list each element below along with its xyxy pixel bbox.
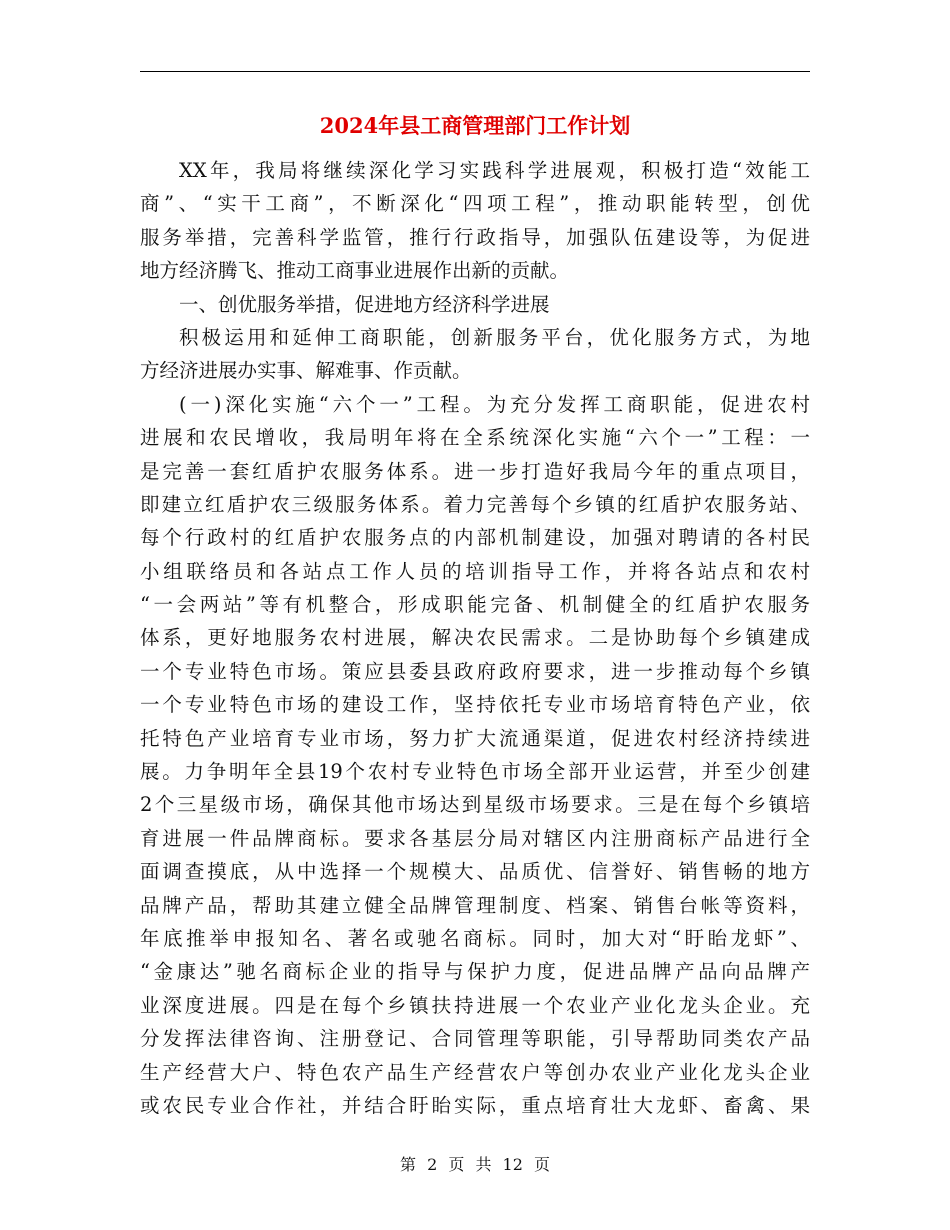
- document-body: [140, 154, 810, 1122]
- text-line: XX年，我局将继续深化学习实践科学进展观，积极打造“效能工: [179, 159, 810, 182]
- text-line: 服务举措，完善科学监管，推行行政指导，加强队伍建设等，为促进: [140, 225, 810, 249]
- document-title: 2024年县工商管理部门工作计划: [319, 113, 631, 138]
- text-line: 展。力争明年全县19个农村专业特色市场全部开业运营，并至少创建: [140, 760, 810, 784]
- text-line: 品牌产品，帮助其建立健全品牌管理制度、档案、销售台帐等资料，: [140, 893, 810, 917]
- page-footer: 第 2 页 共 12 页: [400, 1155, 550, 1174]
- text-line: 育进展一件品牌商标。要求各基层分局对辖区内注册商标产品进行全: [140, 826, 810, 850]
- text-line: 2个三星级市场，确保其他市场达到星级市场要求。三是在每个乡镇培: [140, 793, 810, 817]
- text-line: 方经济进展办实事、解难事、作贡献。: [140, 359, 472, 383]
- text-line: 一个专业特色市场的建设工作，坚持依托专业市场培育特色产业，依: [140, 693, 810, 717]
- text-line: 面调查摸底，从中选择一个规模大、品质优、信誉好、销售畅的地方: [140, 860, 810, 884]
- text-line: “金康达”驰名商标企业的指导与保护力度，促进品牌产品向品牌产: [140, 960, 810, 984]
- text-line: 年底推举申报知名、著名或驰名商标。同时，加大对“盱眙龙虾”、: [140, 926, 810, 950]
- text-line: 一、创优服务举措，促进地方经济科学进展: [179, 292, 550, 316]
- text-line: 托特色产业培育专业市场，努力扩大流通渠道，促进农村经济持续进: [140, 726, 810, 750]
- text-line: 体系，更好地服务农村进展，解决农民需求。二是协助每个乡镇建成: [140, 626, 810, 650]
- text-line: 业深度进展。四是在每个乡镇扶持进展一个农业产业化龙头企业。充: [140, 993, 810, 1017]
- text-line: 每个行政村的红盾护农服务点的内部机制建设，加强对聘请的各村民: [140, 526, 810, 550]
- text-line: 是完善一套红盾护农服务体系。进一步打造好我局今年的重点项目，: [140, 459, 810, 483]
- text-line: 一个专业特色市场。策应县委县政府政府要求，进一步推动每个乡镇: [140, 659, 810, 683]
- text-line: (一)深化实施“六个一”工程。为充分发挥工商职能，促进农村: [179, 392, 810, 416]
- text-line: 进展和农民增收，我局明年将在全系统深化实施“六个一”工程：一: [140, 426, 810, 450]
- text-line: 即建立红盾护农三级服务体系。着力完善每个乡镇的红盾护农服务站、: [140, 492, 810, 516]
- text-line: “一会两站”等有机整合，形成职能完备、机制健全的红盾护农服务: [140, 593, 810, 617]
- text-line: 积极运用和延伸工商职能，创新服务平台，优化服务方式，为地: [179, 325, 810, 349]
- text-line: 或农民专业合作社，并结合盱眙实际，重点培育壮大龙虾、畜禽、果: [140, 1093, 810, 1117]
- text-line: 小组联络员和各站点工作人员的培训指导工作，并将各站点和农村: [140, 559, 810, 583]
- text-line: 分发挥法律咨询、注册登记、合同管理等职能，引导帮助同类农产品: [140, 1027, 810, 1051]
- header-rule: [140, 71, 810, 72]
- text-line: 地方经济腾飞、推动工商事业进展作出新的贡献。: [140, 259, 570, 283]
- text-line: 生产经营大户、特色农产品生产经营农户等创办农业产业化龙头企业: [140, 1060, 810, 1084]
- text-line: 商”、“实干工商”，不断深化“四项工程”，推动职能转型，创优: [140, 192, 810, 216]
